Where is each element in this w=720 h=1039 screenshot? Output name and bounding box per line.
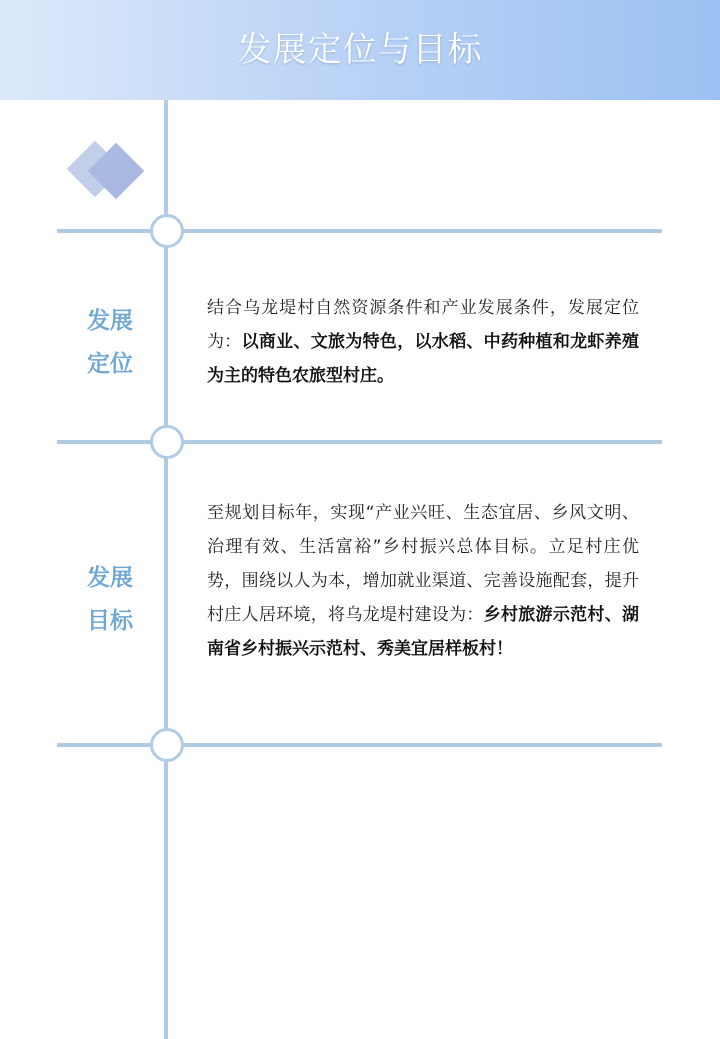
section-label-line-1: 发展 (87, 308, 133, 334)
section-label-positioning (70, 300, 150, 386)
section-label-line-2: 目标 (87, 608, 133, 634)
divider-line-2 (57, 440, 662, 444)
timeline-node-3 (150, 728, 184, 762)
section-body-highlight: 以商业、文旅为特色，以水稻、中药种植和龙虾养殖为主的特色农旅型村庄。 (207, 332, 640, 386)
section-body-text: 至规划目标年，实现“产业兴旺、生态宜居、乡风文明、治理有效、生活富裕”乡村振兴总体目标。立足村庄优势，围绕以人为本，增加就业渠道、完善设施配套，提升村庄人居环境，将乌龙堤村建设为： (207, 503, 639, 625)
section-label-goals (70, 557, 150, 643)
page-title: 发展定位与目标 (237, 30, 483, 70)
timeline-node-1 (150, 214, 184, 248)
timeline-node-2 (150, 425, 184, 459)
divider-line-1 (57, 229, 662, 233)
section-body-goals (207, 496, 639, 666)
header-banner (0, 0, 720, 100)
section-label-line-2: 定位 (87, 351, 133, 377)
section-body-positioning (207, 291, 639, 393)
section-body-text: 结合乌龙堤村自然资源条件和产业发展条件，发展定位为： (207, 298, 639, 352)
divider-line-3 (57, 743, 662, 747)
section-label-line-1: 发展 (87, 565, 133, 591)
section-body-highlight: 乡村旅游示范村、湖南省乡村振兴示范村、秀美宜居样板村！ (207, 605, 640, 659)
